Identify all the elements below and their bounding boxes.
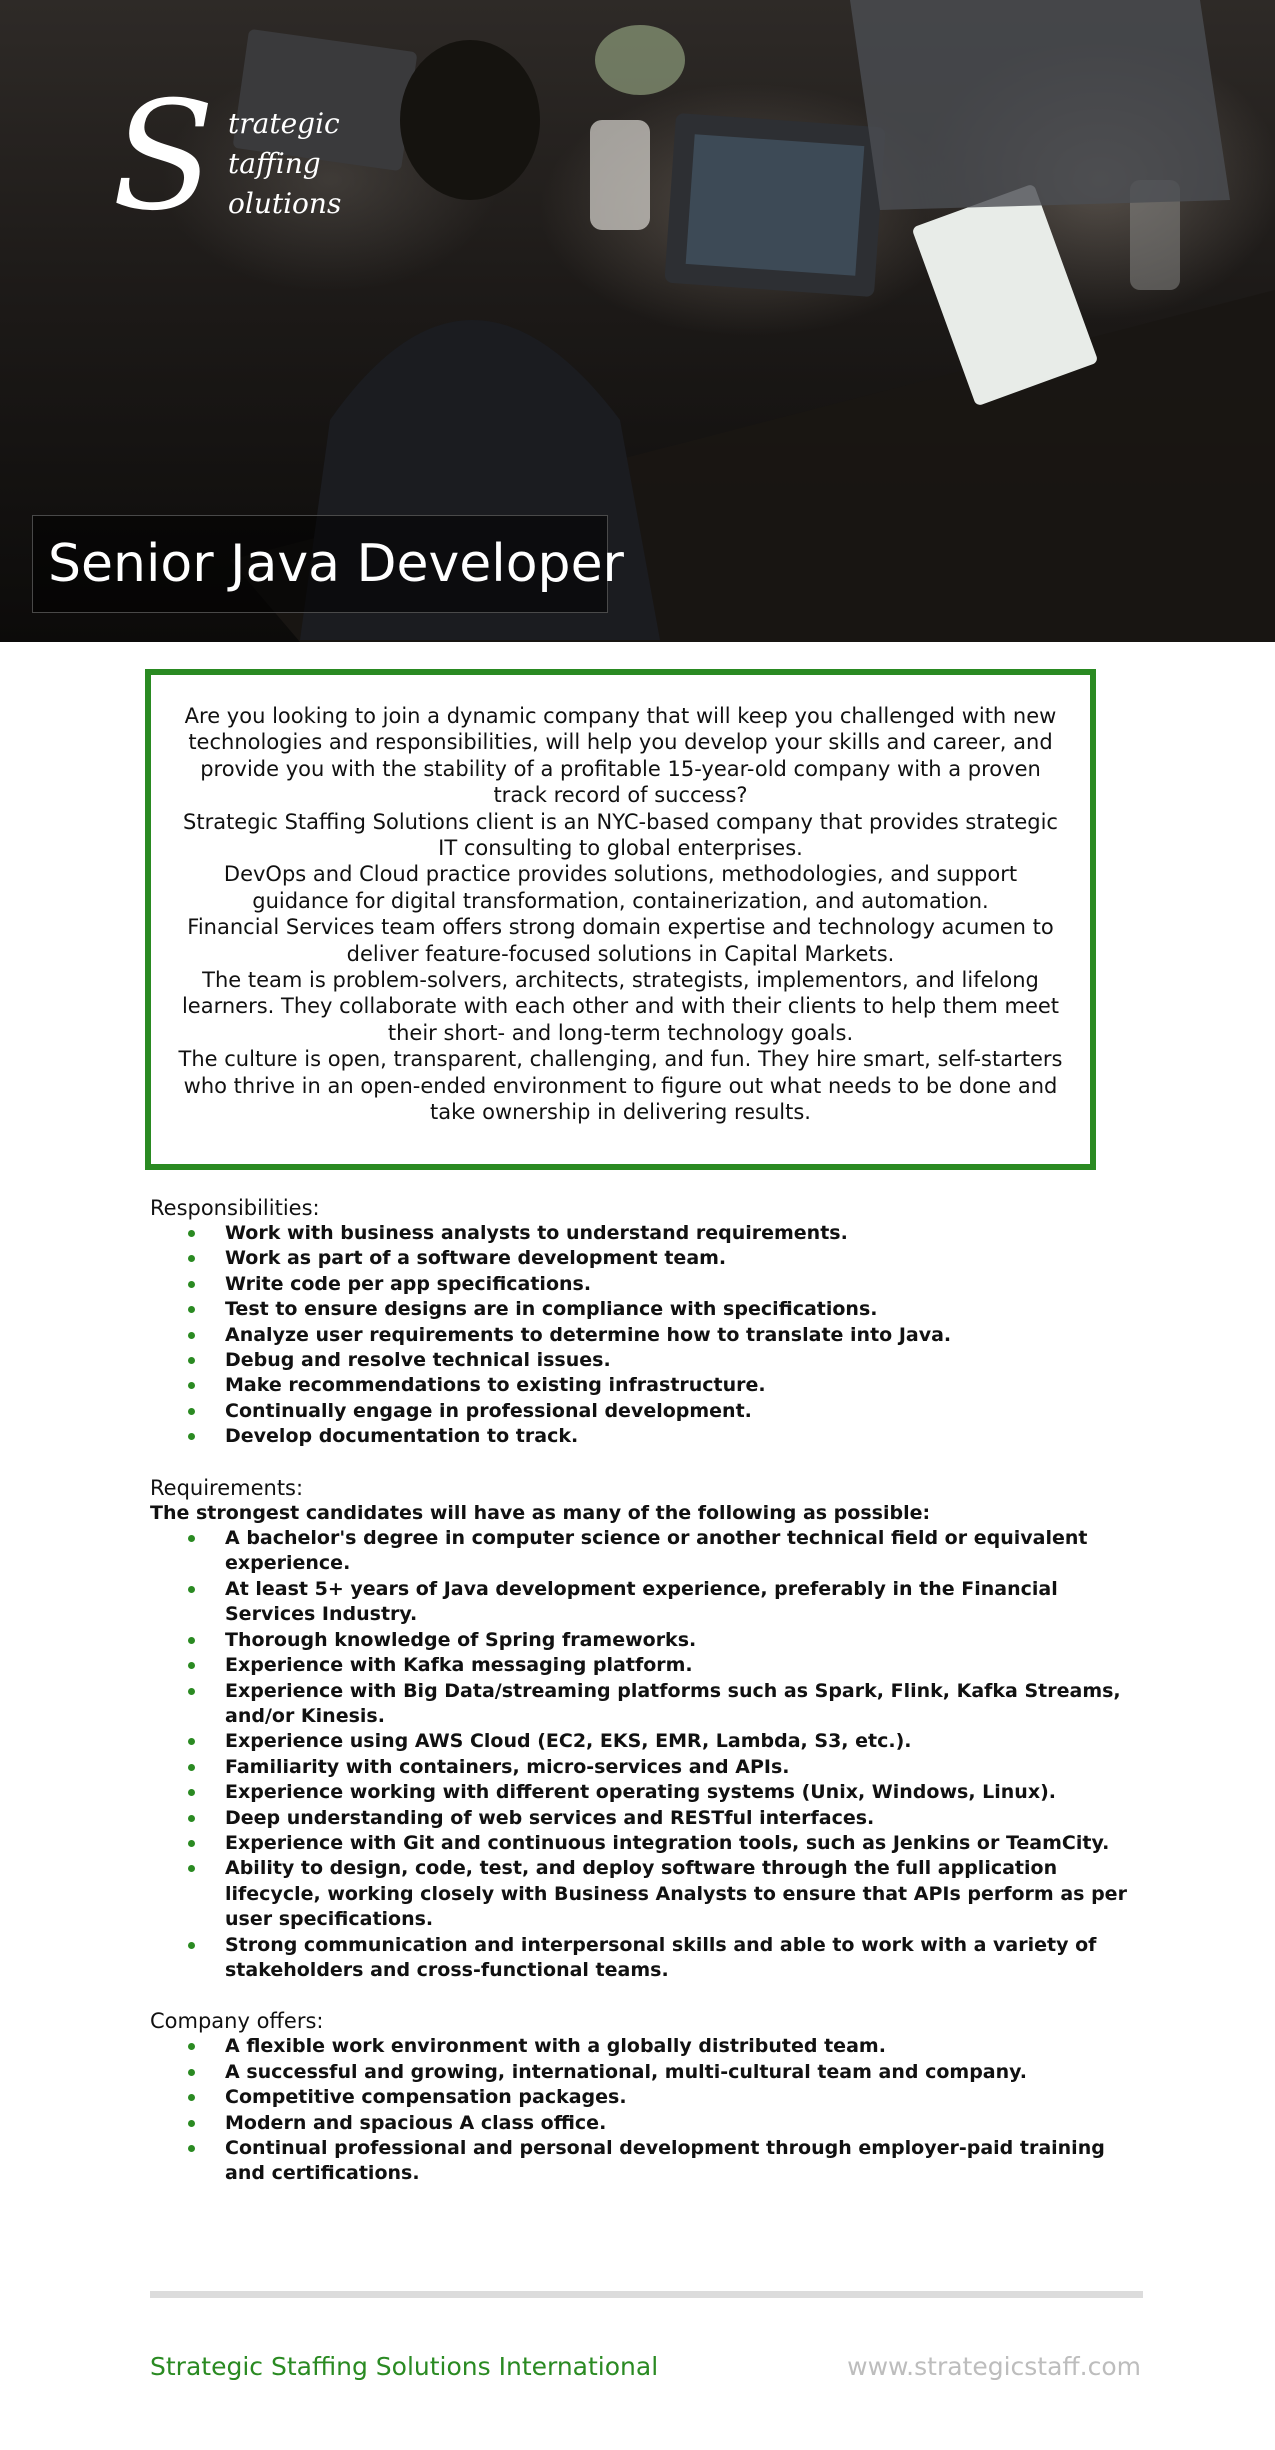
footer-company-name: Strategic Staffing Solutions International (150, 2352, 659, 2381)
responsibilities-section (150, 1196, 1130, 1450)
footer-divider (150, 2291, 1143, 2298)
company-logo (112, 70, 352, 246)
intro-paragraph: Are you looking to join a dynamic company that will keep you challenged with new technologies and responsibilities, will help you develop your skills and career, and provide you with the stability of a profitable 15-year-old company with a proven track record of success? (184, 704, 1057, 808)
list-item: Develop documentation to track. (225, 1424, 1130, 1449)
list-item: Make recommendations to existing infrastructure. (225, 1373, 1130, 1398)
list-item: Debug and resolve technical issues. (225, 1348, 1130, 1373)
logo-word: olutions (228, 187, 342, 220)
list-item: Work as part of a software development team. (225, 1246, 1130, 1271)
logo-word: trategic (228, 107, 340, 140)
list-item: Competitive compensation packages. (225, 2085, 1130, 2110)
list-item: Thorough knowledge of Spring frameworks. (225, 1628, 1130, 1653)
intro-paragraph: Financial Services team offers strong domain expertise and technology acumen to deliver feature-focused solutions in Capital Markets. (187, 915, 1054, 966)
intro-paragraph: The team is problem-solvers, architects, strategists, implementors, and lifelong learners. They collaborate with each other and with their clients to help them meet their short- and long-term technology goals. (181, 968, 1060, 1045)
intro-box (145, 669, 1096, 1170)
page-title: Senior Java Developer (48, 534, 624, 594)
intro-paragraph: The culture is open, transparent, challenging, and fun. They hire smart, self-starters who thrive in an open-ended environment to figure out what needs to be done and take ownership in delivering results. (178, 1047, 1063, 1125)
title-box (32, 515, 624, 613)
list-item: Write code per app specifications. (225, 1272, 1130, 1297)
intro-paragraph: DevOps and Cloud practice provides solutions, methodologies, and support guidance for digital transformation, containerization, and automation. (223, 862, 1018, 913)
responsibilities-list (150, 1221, 1130, 1450)
section-title: Requirements: (150, 1475, 304, 1500)
list-item: Ability to design, code, test, and deploy software through the full application lifecycle, working closely with Business Analysts to ensure that APIs perform as per user specifications. (225, 1856, 1130, 1932)
logo-letter: S (112, 70, 215, 244)
list-item: A bachelor's degree in computer science or another technical field or equivalent experience. (225, 1526, 1130, 1577)
requirements-lead: The strongest candidates will have as many of the following as possible: (150, 1501, 931, 1524)
list-item: Experience with Big Data/streaming platforms such as Spark, Flink, Kafka Streams, and/or Kinesis. (225, 1679, 1130, 1730)
section-title: Responsibilities: (150, 1196, 320, 1220)
list-item: A flexible work environment with a globally distributed team. (225, 2034, 1130, 2059)
requirements-list (150, 1526, 1130, 1983)
list-item: Continually engage in professional development. (225, 1399, 1130, 1424)
offers-list (150, 2034, 1130, 2186)
list-item: Experience working with different operating systems (Unix, Windows, Linux). (225, 1780, 1130, 1805)
hero-banner (0, 0, 1275, 642)
list-item: Analyze user requirements to determine how to translate into Java. (225, 1323, 1130, 1348)
footer-website-link[interactable]: www.strategicstaff.com (847, 2352, 1141, 2381)
list-item: A successful and growing, international, multi-cultural team and company. (225, 2060, 1130, 2085)
requirements-section (150, 1476, 1130, 1984)
list-item: Experience using AWS Cloud (EC2, EKS, EMR, Lambda, S3, etc.). (225, 1729, 1130, 1754)
offers-section (150, 2009, 1130, 2186)
list-item: Test to ensure designs are in compliance with specifications. (225, 1297, 1130, 1322)
list-item: Continual professional and personal development through employer-paid training and certifications. (225, 2136, 1130, 2187)
list-item: Modern and spacious A class office. (225, 2111, 1130, 2136)
list-item: Experience with Git and continuous integration tools, such as Jenkins or TeamCity. (225, 1831, 1130, 1856)
list-item: Experience with Kafka messaging platform. (225, 1653, 1130, 1678)
logo-word: taffing (228, 147, 321, 180)
section-title: Company offers: (150, 2009, 324, 2034)
job-details (150, 1196, 1130, 2213)
intro-paragraph: Strategic Staffing Solutions client is an NYC-based company that provides strategic IT consulting to global enterprises. (183, 809, 1058, 861)
list-item: Work with business analysts to understand requirements. (225, 1221, 1130, 1246)
list-item: Strong communication and interpersonal skills and able to work with a variety of stakeholders and cross-functional teams. (225, 1933, 1130, 1984)
list-item: Deep understanding of web services and RESTful interfaces. (225, 1806, 1130, 1831)
list-item: At least 5+ years of Java development experience, preferably in the Financial Services Industry. (225, 1577, 1130, 1628)
list-item: Familiarity with containers, micro-services and APIs. (225, 1755, 1130, 1780)
